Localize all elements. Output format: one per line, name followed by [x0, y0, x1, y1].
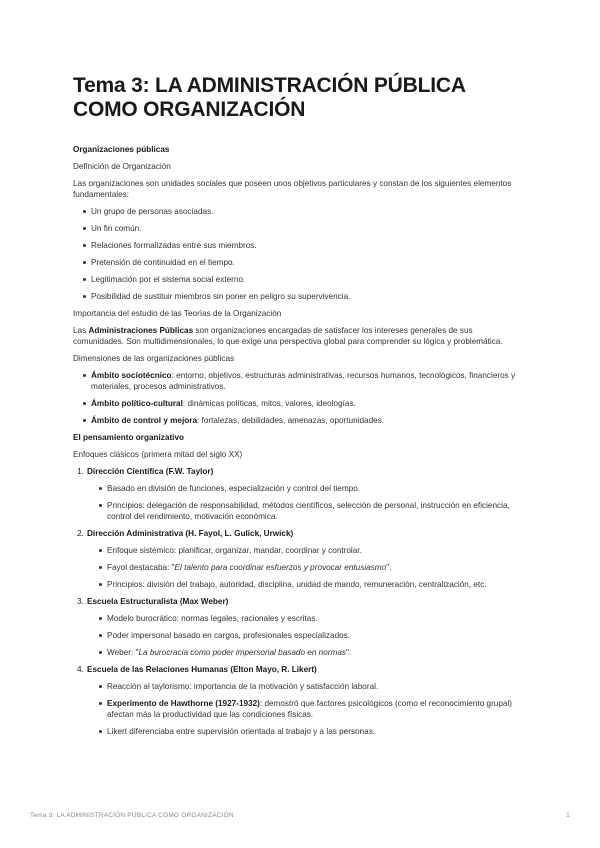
section-heading: Organizaciones públicas — [73, 145, 170, 154]
page-number: 1 — [566, 812, 570, 819]
list-item: Posibilidad de sustituir miembros sin poner en peligro su supervivencia. — [83, 291, 525, 302]
subheading: Definición de Organización — [73, 162, 171, 171]
list-item: Legitimación por el sistema social externo. — [83, 274, 525, 285]
page-title: Tema 3: LA ADMINISTRACIÓN PÚBLICA COMO ORGANIZACIÓN — [73, 74, 466, 121]
list-item: Ámbito de control y mejora: fortalezas, debilidades, amenazas, oportunidades. — [83, 415, 525, 426]
list-item: Enfoque sistémico: planificar, organizar, mandar, coordinar y controlar. — [99, 545, 525, 556]
school-item: 1. Dirección Científica (F.W. Taylor) Basado en división de funciones, especialización y control del tiempo. Principios: delegación de responsabilidad, métodos científicos, selección de personal, instrucción en eficiencia, control del rendimiento, motivación económica. — [73, 466, 525, 522]
list-item: Un grupo de personas asociadas. — [83, 206, 525, 217]
dimensions-list — [73, 370, 525, 426]
list-item: Experimento de Hawthorne (1927-1932): demostró que factores psicológicos (como el reconocimiento grupal) afectan más la productividad que las condiciones físicas. — [99, 698, 525, 720]
list-item: Basado en división de funciones, especialización y control del tiempo. — [99, 483, 525, 494]
list-item: Un fin común. — [83, 223, 525, 234]
page-footer — [30, 812, 570, 819]
list-item: Ámbito político-cultural: dinámicas políticas, mitos, valores, ideologías. — [83, 398, 525, 409]
list-item: Relaciones formalizadas entre sus miembros. — [83, 240, 525, 251]
subheading: Importancia del estudio de las Teorías de la Organización — [73, 309, 282, 318]
list-item: Modelo burocrático: normas legales, racionales y escritas. — [99, 613, 525, 624]
elements-list — [73, 206, 525, 302]
document-page — [73, 74, 525, 743]
list-item: Reacción al taylorismo: importancia de la motivación y satisfacción laboral. — [99, 681, 525, 692]
list-item: Likert diferenciaba entre supervisión orientada al trabajo y a las personas. — [99, 726, 525, 737]
list-item: Ámbito sociotécnico: entorno, objetivos, estructuras administrativas, recursos humanos, tecnológicos, financieros y materiales, procesos administrativos. — [83, 370, 525, 392]
school-item: 3. Escuela Estructuralista (Max Weber) Modelo burocrático: normas legales, racionales y escritas. Poder impersonal basado en cargos, profesionales especializados. Weber: "La burocracia como poder impersonal basado en normas". — [73, 596, 525, 658]
list-item: Principios: división del trabajo, autoridad, disciplina, unidad de mando, remuneración, centralización, etc. — [99, 579, 525, 590]
footer-title: Tema 3: LA ADMINISTRACIÓN PÚBLICA COMO ORGANIZACIÓN — [30, 812, 234, 819]
schools-list — [73, 466, 525, 737]
list-item: Weber: "La burocracia como poder impersonal basado en normas". — [99, 647, 525, 658]
subheading: Enfoques clásicos (primera mitad del siglo XX) — [73, 450, 243, 459]
paragraph: Las organizaciones son unidades sociales que poseen unos objetivos particulares y constan de los siguientes elementos fundamentales: — [73, 179, 512, 199]
school-item: 4. Escuela de las Relaciones Humanas (Elton Mayo, R. Likert) Reacción al taylorismo: importancia de la motivación y satisfacción laboral. Experimento de Hawthorne (1927-1932): demostró que factores psicológicos (como el reconocimiento grupal) afectan más la productividad que las condiciones físicas. Likert diferenciaba entre supervisión orientada al trabajo y a las personas. — [73, 664, 525, 737]
school-item: 2. Dirección Administrativa (H. Fayol, L. Gulick, Urwick) Enfoque sistémico: planificar, organizar, mandar, coordinar y controlar. Fayol destacaba: "El talento para coordinar esfuerzos y provocar entusiasmo". Principios: división del trabajo, autoridad, disciplina, unidad de mando, remuneración, centralización, etc. — [73, 528, 525, 590]
list-item: Pretensión de continuidad en el tiempo. — [83, 257, 525, 268]
list-item: Poder impersonal basado en cargos, profesionales especializados. — [99, 630, 525, 641]
paragraph: Las Administraciones Públicas son organizaciones encargadas de satisfacer los intereses generales de sus comunidades. Son multidimensionales, lo que exige una perspectiva global para comprender su lógica y problemática. — [73, 326, 503, 346]
subheading: Dimensiones de las organizaciones públicas — [73, 354, 235, 363]
section-heading: El pensamiento organizativo — [73, 433, 185, 442]
list-item: Principios: delegación de responsabilidad, métodos científicos, selección de personal, instrucción en eficiencia, control del rendimiento, motivación económica. — [99, 500, 525, 522]
list-item: Fayol destacaba: "El talento para coordinar esfuerzos y provocar entusiasmo". — [99, 562, 525, 573]
